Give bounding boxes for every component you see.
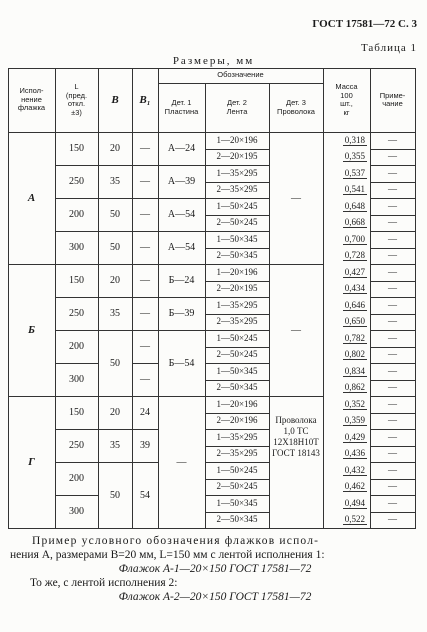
cell-mass (323, 446, 370, 463)
cell-tape-text: 2—35×295 (216, 184, 258, 195)
cell-mass (323, 264, 370, 281)
cell-B1 (132, 264, 158, 297)
cell-note (370, 396, 415, 413)
cell-mass (323, 248, 370, 265)
cell-tape-text: 1—50×345 (216, 497, 258, 508)
cell-plate (158, 297, 205, 330)
header-det1-text: Дет. 1 Пластина (164, 98, 199, 116)
cell-tape-text: 1—50×245 (216, 332, 258, 343)
cell-mass-text: 0,429 (344, 431, 365, 442)
cell-tape-text: 1—50×345 (216, 233, 258, 244)
cell-tape (205, 363, 269, 380)
header-L (55, 68, 98, 132)
cell-B1 (132, 231, 158, 264)
cell-B (98, 264, 132, 297)
cell-tape-text: 2—20×195 (216, 151, 258, 162)
header-det3-text: Дет. 3 Проволока (277, 98, 315, 116)
cell-note (370, 495, 415, 512)
cell-note (370, 479, 415, 496)
cell-mass (323, 182, 370, 199)
cell-mass-text: 0,834 (344, 365, 365, 376)
cell-note (370, 429, 415, 446)
cell-L (55, 330, 98, 363)
cell-B (98, 462, 132, 528)
cell-tape-text: 1—35×295 (216, 299, 258, 310)
cell-mass (323, 231, 370, 248)
cell-mass (323, 165, 370, 182)
cell-mass (323, 330, 370, 347)
cell-note-text: — (388, 365, 397, 376)
cell-L-text: 250 (69, 440, 84, 451)
cell-plate (158, 330, 205, 396)
cell-note (370, 512, 415, 529)
cell-mass-text: 0,537 (344, 167, 365, 178)
header-det2 (205, 83, 269, 132)
cell-L-text: 150 (69, 407, 84, 418)
cell-L (55, 495, 98, 528)
cell-tape-text: 2—50×345 (216, 250, 258, 261)
cell-note-text: — (388, 382, 397, 393)
cell-B1-text: — (140, 341, 150, 352)
cell-mass (323, 281, 370, 298)
cell-B-text: 35 (110, 176, 120, 187)
cell-mass-text: 0,648 (344, 200, 365, 211)
cell-note (370, 330, 415, 347)
cell-mass-text: 0,359 (344, 415, 365, 426)
cell-B1-text: — (140, 308, 150, 319)
cell-B (98, 198, 132, 231)
cell-B1 (132, 429, 158, 462)
cell-mass-text: 0,436 (344, 448, 365, 459)
cell-L (55, 363, 98, 396)
cell-note (370, 281, 415, 298)
cell-mass (323, 363, 370, 380)
cell-L-text: 200 (69, 209, 84, 220)
page-header: ГОСТ 17581—72 С. 3 (312, 18, 417, 30)
cell-mass-text: 0,802 (344, 349, 365, 360)
cell-note-text: — (388, 316, 397, 327)
cell-plate (158, 396, 205, 528)
cell-note-text: — (388, 250, 397, 261)
cell-mass-text: 0,646 (344, 299, 365, 310)
cell-note (370, 347, 415, 364)
cell-plate-text: А—54 (167, 242, 196, 253)
header-designation (158, 68, 323, 83)
cell-tape (205, 215, 269, 232)
cell-B (98, 330, 132, 396)
cell-note-text: — (388, 497, 397, 508)
cell-wire (269, 396, 323, 479)
cell-L-text: 200 (69, 473, 84, 484)
cell-wire-text: Проволока 1,0 ТС 12Х18Н10Т ГОСТ 18143 (272, 415, 320, 459)
cell-B-text: 20 (110, 407, 120, 418)
cell-wire-text: — (291, 192, 301, 204)
cell-mass (323, 297, 370, 314)
cell-tape (205, 248, 269, 265)
cell-B (98, 297, 132, 330)
cell-tape (205, 314, 269, 331)
cell-L (55, 231, 98, 264)
cell-B1-text: — (140, 176, 150, 187)
cell-B1 (132, 462, 158, 528)
cell-L-text: 300 (69, 242, 84, 253)
cell-plate (158, 198, 205, 231)
dimensions-table (8, 68, 415, 528)
cell-B-text: 20 (110, 143, 120, 154)
cell-wire-text: — (291, 324, 301, 336)
cell-wire (269, 264, 323, 396)
cell-note (370, 363, 415, 380)
cell-note-text: — (388, 299, 397, 310)
cell-B (98, 132, 132, 165)
cell-note (370, 182, 415, 199)
cell-tape (205, 149, 269, 166)
cell-mass-text: 0,522 (344, 514, 365, 525)
cell-L (55, 297, 98, 330)
cell-B (98, 231, 132, 264)
cell-B-text: 50 (110, 242, 120, 253)
cell-tape (205, 413, 269, 430)
cell-tape-text: 2—35×295 (216, 448, 258, 459)
cell-tape (205, 132, 269, 149)
cell-tape-text: 2—35×295 (216, 316, 258, 327)
cell-note-text: — (388, 167, 397, 178)
cell-L (55, 429, 98, 462)
cell-tape-text: 1—50×245 (216, 200, 258, 211)
cell-B1 (132, 363, 158, 396)
cell-tape (205, 462, 269, 479)
cell-plate-text: А—54 (167, 209, 196, 220)
cell-note (370, 132, 415, 149)
cell-note-text: — (388, 283, 397, 294)
cell-tape-text: 1—50×245 (216, 464, 258, 475)
cell-B1-text: 24 (140, 407, 150, 418)
cell-tape (205, 479, 269, 496)
cell-tape-text: 2—50×245 (216, 349, 258, 360)
cell-B (98, 165, 132, 198)
cell-B1-text: — (140, 209, 150, 220)
header-L-text: L (пред. откл. ±3) (65, 82, 88, 117)
cell-note-text: — (388, 481, 397, 492)
cell-tape (205, 231, 269, 248)
cell-tape (205, 446, 269, 463)
cell-note (370, 462, 415, 479)
example-line-1: Пример условного обозначения флажков испол- (32, 535, 320, 547)
cell-tape-text: 2—50×245 (216, 481, 258, 492)
cell-tape (205, 297, 269, 314)
cell-B1 (132, 330, 158, 363)
cell-plate (158, 132, 205, 165)
cell-note-text: — (388, 233, 397, 244)
cell-B1 (132, 132, 158, 165)
header-B (98, 68, 132, 132)
variant-label (8, 396, 55, 528)
cell-note-text: — (388, 398, 397, 409)
cell-L-text: 300 (69, 506, 84, 517)
cell-mass-text: 0,650 (344, 316, 365, 327)
example-line-3: Флажок А-1—20×150 ГОСТ 17581—72 (118, 563, 312, 575)
cell-L-text: 300 (69, 374, 84, 385)
cell-mass-text: 0,432 (344, 464, 365, 475)
cell-note (370, 380, 415, 397)
cell-mass-text: 0,541 (344, 184, 365, 195)
cell-tape (205, 495, 269, 512)
cell-L-text: 200 (69, 341, 84, 352)
cell-plate-text: Б—54 (168, 357, 195, 369)
cell-mass (323, 396, 370, 413)
cell-note (370, 314, 415, 331)
table-right-border (415, 68, 416, 529)
cell-tape (205, 380, 269, 397)
cell-B1 (132, 396, 158, 429)
cell-tape (205, 182, 269, 199)
cell-plate-text: — (176, 456, 187, 468)
table-label: Таблица 1 (360, 42, 417, 54)
cell-mass (323, 413, 370, 430)
sizes-label: Размеры, мм (172, 55, 255, 67)
header-det3 (269, 83, 323, 132)
cell-B (98, 429, 132, 462)
cell-tape (205, 198, 269, 215)
cell-L-text: 150 (69, 275, 84, 286)
header-note (370, 68, 415, 132)
cell-mass-text: 0,434 (344, 283, 365, 294)
cell-mass (323, 495, 370, 512)
cell-L (55, 165, 98, 198)
cell-plate (158, 165, 205, 198)
cell-note (370, 231, 415, 248)
cell-mass (323, 347, 370, 364)
cell-mass (323, 149, 370, 166)
cell-L (55, 132, 98, 165)
cell-note-text: — (388, 200, 397, 211)
cell-note-text: — (388, 448, 397, 459)
cell-mass (323, 198, 370, 215)
cell-B1-text: — (140, 242, 150, 253)
cell-tape-text: 2—20×195 (216, 283, 258, 294)
header-B-text: B (111, 93, 119, 106)
cell-tape (205, 165, 269, 182)
cell-plate-text: Б—24 (168, 275, 195, 286)
cell-mass (323, 132, 370, 149)
example-line-4: То же, с лентой исполнения 2: (30, 577, 178, 589)
cell-tape-text: 1—35×295 (216, 167, 258, 178)
cell-tape (205, 396, 269, 413)
cell-mass (323, 429, 370, 446)
cell-tape (205, 429, 269, 446)
cell-B1-text: 54 (140, 489, 150, 501)
cell-B1-text: — (140, 374, 150, 385)
cell-mass (323, 479, 370, 496)
header-variant-text: Испол- нение флажка (17, 86, 46, 113)
header-B1 (132, 68, 158, 132)
cell-L-text: 250 (69, 176, 84, 187)
cell-B-text: 50 (110, 209, 120, 220)
cell-tape-text: 1—20×196 (216, 398, 258, 409)
cell-mass (323, 512, 370, 529)
cell-L (55, 396, 98, 429)
cell-note-text: — (388, 151, 397, 162)
cell-mass (323, 462, 370, 479)
cell-note (370, 446, 415, 463)
cell-note-text: — (388, 134, 397, 145)
header-B1-text: B₁ (139, 93, 151, 106)
cell-mass-text: 0,728 (344, 250, 365, 261)
header-det2-text: Дет. 2 Лента (226, 98, 248, 116)
cell-mass-text: 0,427 (344, 266, 365, 277)
cell-mass (323, 215, 370, 232)
cell-B-text: 50 (110, 489, 120, 501)
cell-tape-text: 1—50×345 (216, 365, 258, 376)
cell-tape-text: 1—20×196 (216, 134, 258, 145)
variant-label (8, 132, 55, 264)
cell-tape (205, 347, 269, 364)
cell-note (370, 165, 415, 182)
cell-note-text: — (388, 332, 397, 343)
cell-tape-text: 2—50×345 (216, 514, 258, 525)
cell-mass-text: 0,862 (344, 382, 365, 393)
cell-mass-text: 0,700 (344, 233, 365, 244)
cell-mass-text: 0,462 (344, 481, 365, 492)
cell-mass-text: 0,318 (344, 134, 365, 145)
cell-tape (205, 281, 269, 298)
cell-plate-text: А—24 (167, 143, 196, 154)
variant-label-text: А (27, 191, 36, 204)
cell-mass-text: 0,782 (344, 332, 365, 343)
cell-L (55, 198, 98, 231)
cell-note-text: — (388, 464, 397, 475)
cell-B1-text: — (140, 275, 150, 286)
cell-L (55, 462, 98, 495)
header-variant (8, 68, 55, 132)
cell-mass-text: 0,355 (344, 151, 365, 162)
cell-note (370, 198, 415, 215)
cell-B-text: 20 (110, 275, 120, 286)
cell-tape-text: 1—20×196 (216, 266, 258, 277)
cell-mass-text: 0,494 (344, 497, 365, 508)
cell-note (370, 297, 415, 314)
cell-B1 (132, 297, 158, 330)
cell-B1 (132, 198, 158, 231)
cell-note-text: — (388, 266, 397, 277)
cell-note-text: — (388, 431, 397, 442)
cell-note-text: — (388, 415, 397, 426)
cell-note (370, 248, 415, 265)
cell-L (55, 264, 98, 297)
variant-label-text: Б (28, 323, 35, 336)
cell-tape (205, 264, 269, 281)
cell-L-text: 250 (69, 308, 84, 319)
group-rule (158, 264, 205, 265)
cell-note-text: — (388, 514, 397, 525)
cell-mass (323, 380, 370, 397)
cell-note-text: — (388, 217, 397, 228)
cell-note-text: — (388, 184, 397, 195)
cell-note (370, 215, 415, 232)
header-note-text: Приме- чание (379, 90, 406, 108)
example-line-2: нения А, размерами В=20 мм, L=150 мм с лентой исполнения 1: (10, 549, 325, 561)
cell-B-text: 50 (110, 357, 120, 369)
cell-mass-text: 0,352 (344, 398, 365, 409)
cell-plate-text: Б—39 (168, 308, 195, 319)
variant-label (8, 264, 55, 396)
header-det1 (158, 83, 205, 132)
cell-note (370, 149, 415, 166)
cell-tape-text: 1—35×295 (216, 431, 258, 442)
cell-wire (269, 132, 323, 264)
cell-plate (158, 264, 205, 297)
cell-B-text: 35 (110, 308, 120, 319)
example-line-5: Флажок А-2—20×150 ГОСТ 17581—72 (118, 591, 312, 603)
cell-tape-text: 2—20×196 (216, 415, 258, 426)
cell-tape (205, 512, 269, 529)
cell-note-text: — (388, 349, 397, 360)
table-bottom-border (8, 528, 415, 529)
cell-mass (323, 314, 370, 331)
cell-tape-text: 2—50×345 (216, 382, 258, 393)
cell-mass-text: 0,668 (344, 217, 365, 228)
variant-label-text: Г (28, 455, 35, 468)
cell-tape (205, 330, 269, 347)
header-designation-text: Обозначение (217, 70, 264, 80)
cell-plate-text: А—39 (167, 176, 196, 187)
cell-B1-text: — (140, 143, 150, 154)
cell-plate (158, 231, 205, 264)
cell-B1 (132, 165, 158, 198)
cell-B (98, 396, 132, 429)
cell-tape-text: 2—50×245 (216, 217, 258, 228)
cell-B-text: 35 (110, 440, 120, 451)
cell-B1-text: 39 (140, 440, 150, 451)
header-mass (323, 68, 370, 132)
cell-L-text: 150 (69, 143, 84, 154)
cell-note (370, 264, 415, 281)
cell-note (370, 413, 415, 430)
header-mass-text: Масса 100 шт., кг (335, 82, 358, 117)
